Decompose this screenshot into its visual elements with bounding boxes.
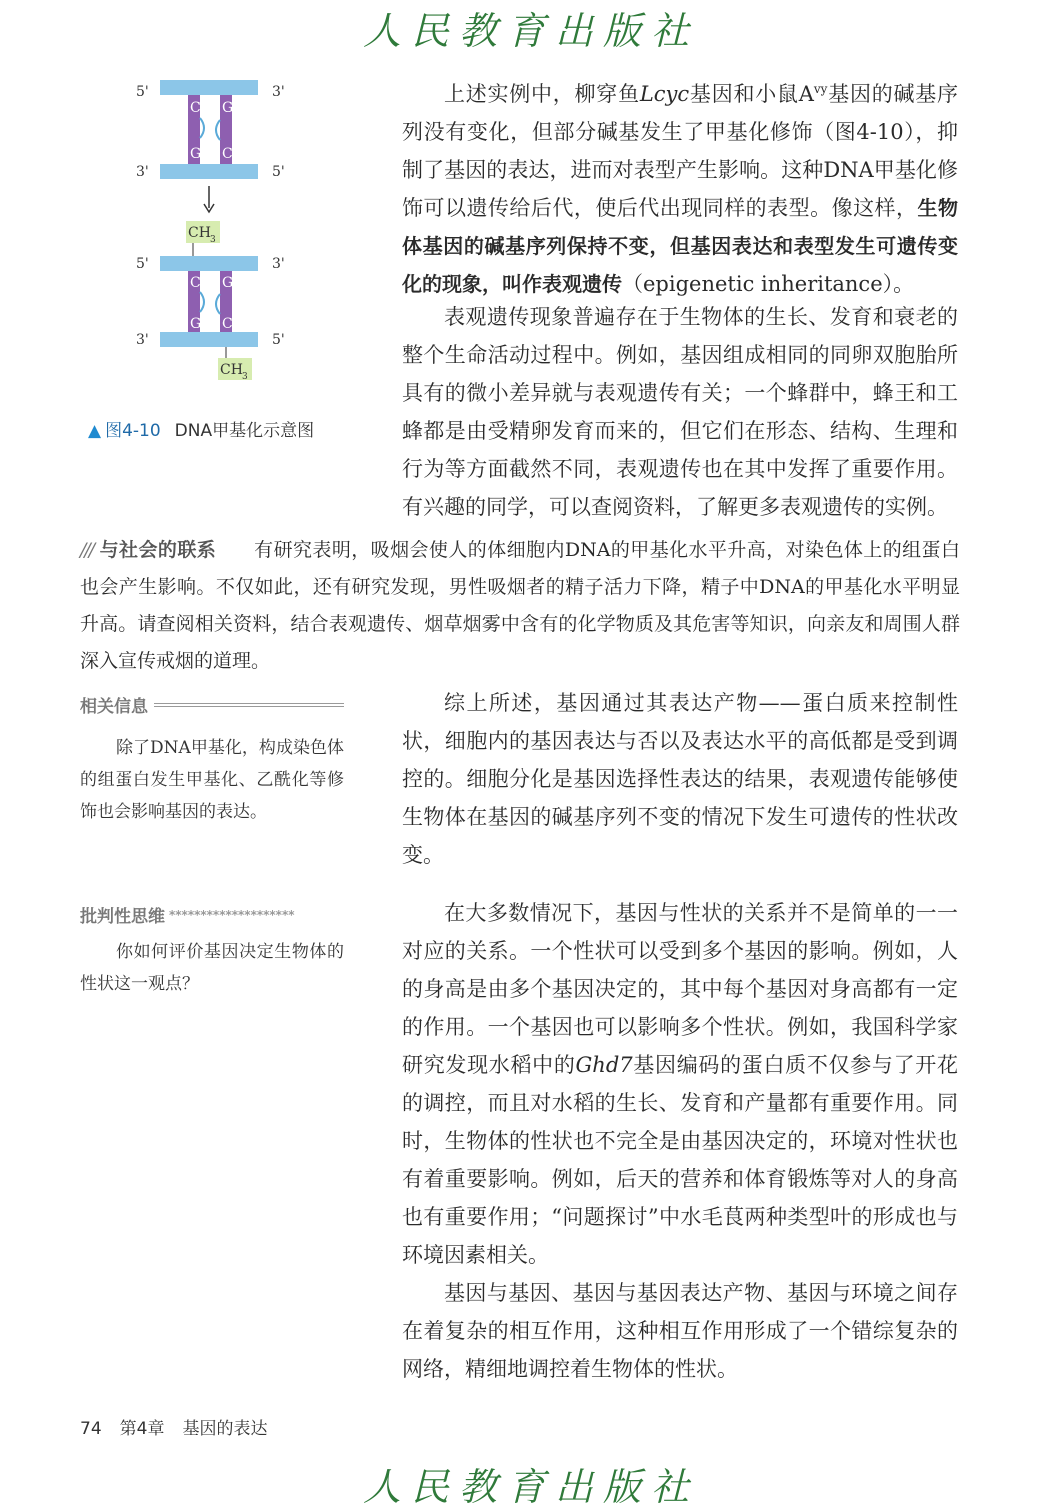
- base-g-label: G: [222, 275, 234, 291]
- strand-end-label: 3': [136, 332, 149, 348]
- paragraph-1: 上述实例中，柳穿鱼Lcyc基因和小鼠$A^{vy}$基因的碱基序列没有变化，但部分碱基发生了甲基化修饰（图4-10），抑制了基因的表达，进而对表型产生影响。这种DNA甲基化修饰可以遗传给后代，使后代出现同样的表型。像这样，生物体基因的碱基序列保持不变，但基因表达和表型发生可遗传变化的现象，叫作表观遗传（epigenetic inheritance）。: [402, 82, 959, 296]
- publisher-watermark-top: 人民教育出版社: [362, 9, 699, 53]
- paragraph-4: 在大多数情况下，基因与性状的关系并不是简单的一一对应的关系。一个性状可以受到多个基因的影响。例如，人的身高是由多个基因决定的，其中每个基因对身高都有一定的作用。一个基因也可以影响多个性状。例如，我国科学家研究发现水稻中的Ghd7基因编码的蛋白质不仅参与了开花的调控，而且对水稻的生长、发育和产量都有重要作用。同时，生物体的性状也不完全是由基因决定的，环境对性状也有着重要影响。例如，后天的营养和体育锻炼等对人的身高也有重要作用；“问题探讨”中水毛茛两种类型叶的形成也与环境因素相关。: [402, 901, 959, 1267]
- methyl-group-bottom: [218, 347, 252, 382]
- dna-methylation-figure: [80, 70, 390, 450]
- base-g-label: G: [190, 146, 202, 162]
- chapter-number: 第4章: [119, 1419, 165, 1439]
- methyl-group-top: [186, 221, 220, 256]
- society-heading: 与社会的联系: [99, 539, 217, 561]
- figure-number: 图4-10: [105, 421, 161, 441]
- svg-text:CH: CH: [188, 225, 211, 241]
- strand-end-label: 3': [272, 256, 285, 272]
- society-text: 有研究表明，吸烟会使人的体细胞内DNA的甲基化水平升高，对染色体上的组蛋白也会产生影响。不仅如此，还有研究发现，男性吸烟者的精子活力下降，精子中DNA的甲基化水平明显升高。请查阅相关资料，结合表观遗传、烟草烟雾中含有的化学物质及其危害等知识，向亲友和周围人群深入宣传戒烟的道理。: [80, 539, 960, 672]
- svg-text:CH: CH: [220, 362, 243, 378]
- base-c-label: C: [222, 146, 233, 162]
- figure-title: DNA甲基化示意图: [174, 421, 315, 441]
- svg-text:3: 3: [242, 372, 248, 382]
- side-note-text-related-info: 除了DNA甲基化，构成染色体的组蛋白发生甲基化、乙酰化等修饰也会影响基因的表达。: [80, 738, 344, 822]
- star-divider: ********************: [169, 907, 295, 922]
- divider: [154, 703, 344, 707]
- chapter-title: 基因的表达: [182, 1419, 268, 1439]
- strand-end-label: 5': [136, 84, 149, 100]
- base-g-label: G: [190, 316, 202, 332]
- base-c-label: C: [190, 275, 201, 291]
- dna-methylated: [136, 256, 285, 348]
- publisher-watermark-bottom: 人民教育出版社: [362, 1465, 699, 1509]
- base-c-label: C: [222, 316, 233, 332]
- society-connection: [80, 532, 960, 680]
- paragraph-2: 表观遗传现象普遍存在于生物体的生长、发育和衰老的整个生命活动过程中。例如，基因组成相同的同卵双胞胎所具有的微小差异就与表观遗传有关；一个蜂群中，蜂王和工蜂都是由受精卵发育而来的，但它们在形态、结构、生理和行为等方面截然不同，表观遗传也在其中发挥了重要作用。有兴趣的同学，可以查阅资料，了解更多表观遗传的实例。: [402, 305, 958, 519]
- definition-text: 生物体基因的碱基序列保持不变，但基因表达和表型发生可遗传变化的现象，叫作表观遗传: [402, 196, 959, 296]
- strand-end-label: 3': [272, 84, 285, 100]
- figure-caption: [88, 416, 314, 441]
- side-note-text-critical-thinking: 你如何评价基因决定生物体的性状这一观点？: [80, 942, 344, 994]
- side-note-heading-critical-thinking: 批判性思维 ********************: [80, 902, 344, 927]
- paragraph-3: 综上所述，基因通过其表达产物——蛋白质来控制性状，细胞内的基因表达与否以及表达水平的高低都是受到调控的。细胞分化是基因选择性表达的结果，表观遗传能够使生物体在基因的碱基序列不变的情况下发生可遗传的性状改变。: [402, 691, 958, 867]
- arrow-down-icon: [204, 186, 214, 212]
- slash-icon: ///: [80, 539, 94, 561]
- base-g-label: G: [222, 100, 234, 116]
- svg-text:3: 3: [210, 235, 216, 245]
- triangle-icon: ▲: [88, 421, 102, 441]
- side-note-heading-related-info: 相关信息: [80, 692, 344, 717]
- strand-end-label: 3': [136, 164, 149, 180]
- base-c-label: C: [190, 100, 201, 116]
- strand-end-label: 5': [136, 256, 149, 272]
- strand-end-label: 5': [272, 332, 285, 348]
- paragraph-5: 基因与基因、基因与基因表达产物、基因与环境之间存在着复杂的相互作用，这种相互作用形成了一个错综复杂的网络，精细地调控着生物体的性状。: [402, 1281, 958, 1381]
- dna-unmethylated: [136, 80, 285, 180]
- page-number: 74: [80, 1419, 102, 1439]
- page-footer: [80, 1414, 285, 1439]
- strand-end-label: 5': [272, 164, 285, 180]
